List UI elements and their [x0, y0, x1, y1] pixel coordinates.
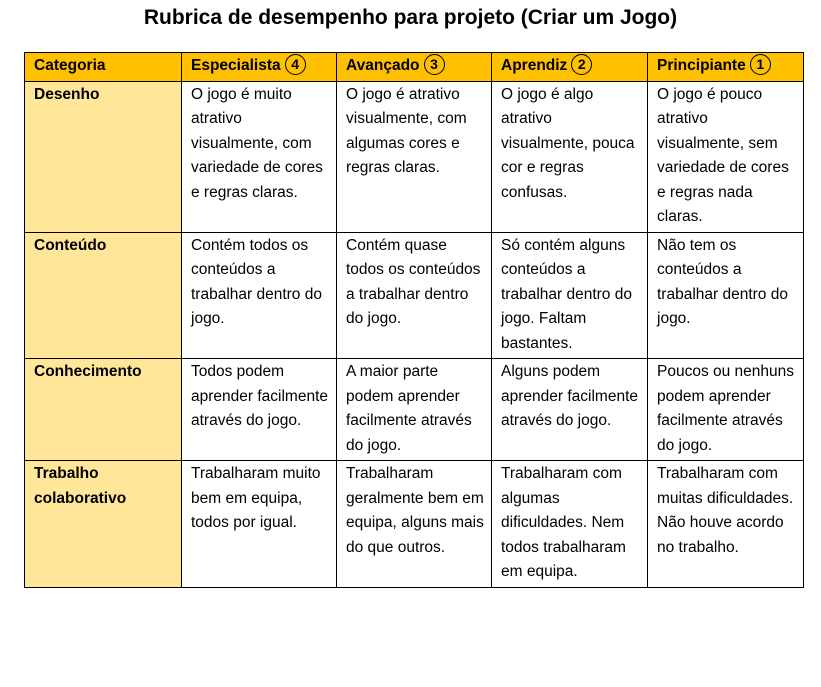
header-aprendiz: [492, 53, 648, 82]
table-cell: Não tem os conteúdos a trabalhar dentro do jogo.: [648, 232, 804, 359]
category-cell: Trabalho colaborativo: [25, 461, 182, 588]
level-badge: 3: [424, 54, 445, 75]
table-cell: Todos podem aprender facilmente através do jogo.: [182, 359, 337, 461]
table-cell: Contém quase todos os conteúdos a trabalhar dentro do jogo.: [337, 232, 492, 359]
table-cell: O jogo é atrativo visualmente, com algumas cores e regras claras.: [337, 81, 492, 232]
table-cell: Alguns podem aprender facilmente através do jogo.: [492, 359, 648, 461]
header-row: [25, 53, 804, 82]
table-cell: Trabalharam muito bem em equipa, todos por igual.: [182, 461, 337, 588]
category-cell: Conteúdo: [25, 232, 182, 359]
header-label: Avançado: [346, 57, 420, 74]
table-cell: O jogo é muito atrativo visualmente, com variedade de cores e regras claras.: [182, 81, 337, 232]
level-badge: 4: [285, 54, 306, 75]
table-cell: A maior parte podem aprender facilmente através do jogo.: [337, 359, 492, 461]
level-badge: 1: [750, 54, 771, 75]
table-cell: O jogo é algo atrativo visualmente, pouca cor e regras confusas.: [492, 81, 648, 232]
category-cell: Conhecimento: [25, 359, 182, 461]
table-cell: Poucos ou nenhuns podem aprender facilmente através do jogo.: [648, 359, 804, 461]
header-label: Especialista: [191, 57, 281, 74]
header-principiante: [648, 53, 804, 82]
table-cell: Trabalharam com algumas dificuldades. Nem todos trabalharam em equipa.: [492, 461, 648, 588]
table-row: [25, 359, 804, 461]
header-categoria: [25, 53, 182, 82]
rubric-table: [24, 52, 804, 588]
table-cell: Só contém alguns conteúdos a trabalhar dentro do jogo. Faltam bastantes.: [492, 232, 648, 359]
header-label: Aprendiz: [501, 57, 568, 74]
table-cell: Trabalharam geralmente bem em equipa, alguns mais do que outros.: [337, 461, 492, 588]
level-badge: 2: [571, 54, 592, 75]
table-cell: O jogo é pouco atrativo visualmente, sem variedade de cores e regras nada claras.: [648, 81, 804, 232]
table-cell: Trabalharam com muitas dificuldades. Não houve acordo no trabalho.: [648, 461, 804, 588]
header-especialista: [182, 53, 337, 82]
category-cell: Desenho: [25, 81, 182, 232]
header-avancado: [337, 53, 492, 82]
table-row: [25, 461, 804, 588]
table-cell: Contém todos os conteúdos a trabalhar dentro do jogo.: [182, 232, 337, 359]
table-row: [25, 232, 804, 359]
header-label: Principiante: [657, 57, 746, 74]
table-row: [25, 81, 804, 232]
header-label: Categoria: [34, 57, 106, 74]
document-title: Rubrica de desempenho para projeto (Criar um Jogo): [143, 6, 678, 29]
